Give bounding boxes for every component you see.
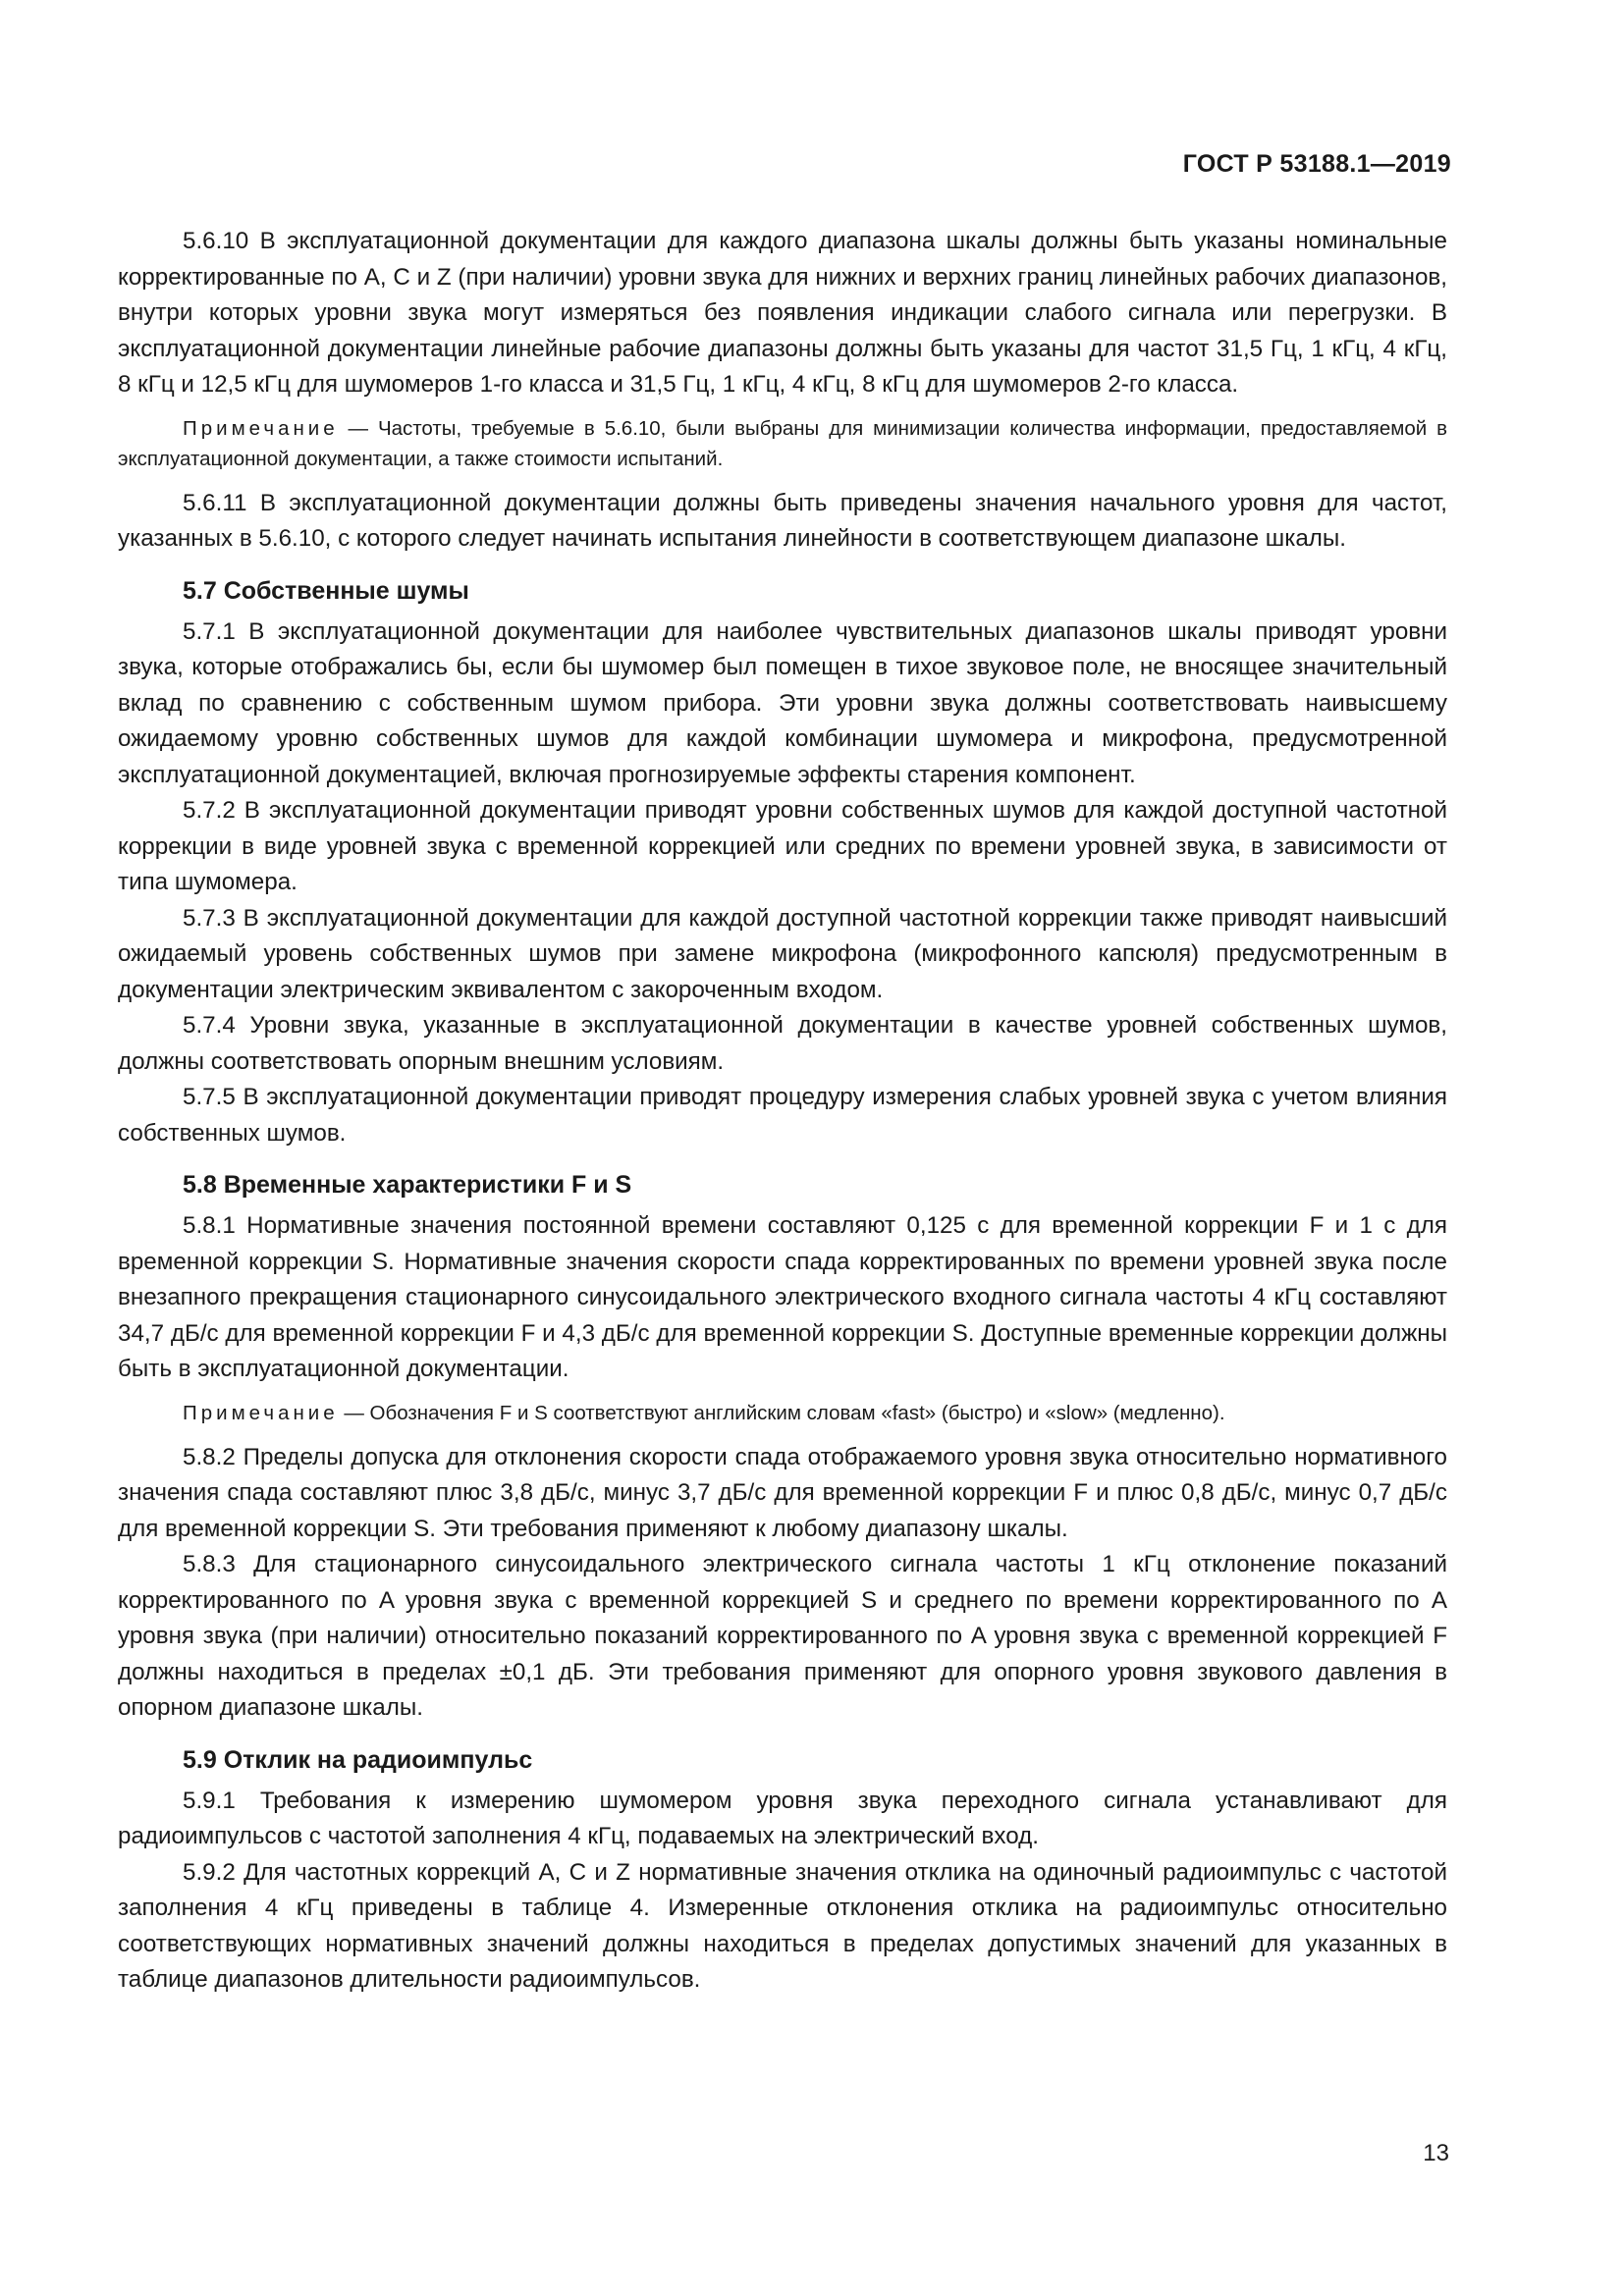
paragraph-5-7-2: 5.7.2 В эксплуатационной документации приводят уровни собственных шумов для каждой доступной частотной коррекции в виде уровней звука с временной коррекцией или средних по времени уровней звука, в зависимости от типа шумомера. [118,797,1447,895]
paragraph-5-9-1: 5.9.1 Требования к измерению шумомером уровня звука переходного сигнала устанавливают для радиоимпульсов с частотой заполнения 4 кГц, подаваемых на электрический вход. [118,1787,1447,1849]
paragraph-5-6-11: 5.6.11 В эксплуатационной документации должны быть приведены значения начального уровня для частот, указанных в 5.6.10, с которого следует начинать испытания линейности в соответствующем диапазоне шкалы. [118,489,1447,552]
note-text: — Обозначения F и S соответствуют английским словам «fast» (быстро) и «slow» (медленно). [338,1401,1225,1424]
section-heading-5-8: 5.8 Временные характеристики F и S [183,1171,632,1199]
paragraph-5-7-3: 5.7.3 В эксплуатационной документации для каждой доступной частотной коррекции также приводят наивысший ожидаемый уровень собственных шумов при замене микрофона (микрофонного капсюля) предусмотренным в документации электрическим эквивалентом с закороченным входом. [118,904,1447,1003]
paragraph-5-9-2: 5.9.2 Для частотных коррекций A, C и Z нормативные значения отклика на одиночный радиоимпульс с частотой заполнения 4 кГц приведены в таблице 4. Измеренные отклонения отклика на радиоимпульс относительно соответствующих нормативных значений должны находиться в пределах допустимых значений для указанных в таблице диапазонов длительности радиоимпульсов. [118,1858,1447,1993]
section-heading-5-7: 5.7 Собственные шумы [183,576,469,605]
paragraph-5-7-4: 5.7.4 Уровни звука, указанные в эксплуатационной документации в качестве уровней собственных шумов, должны соответствовать опорным внешним условиям. [118,1012,1447,1075]
note-5-6-10 [118,413,1447,474]
section-heading-5-9: 5.9 Отклик на радиоимпульс [183,1745,533,1774]
paragraph-5-7-5: 5.7.5 В эксплуатационной документации приводят процедуру измерения слабых уровней звука с учетом влияния собственных шумов. [118,1084,1447,1147]
note-label: Примечание [183,416,339,440]
paragraph-5-8-3: 5.8.3 Для стационарного синусоидального электрического сигнала частоты 1 кГц отклонение показаний корректированного по A уровня звука с временной коррекцией S и среднего по времени корректированного по A уровня звука (при наличии) относительно показаний корректированного по A уровня звука с временной коррекцией F должны находиться в пределах ±0,1 дБ. Эти требования применяют для опорного уровня звукового давления в опорном диапазоне шкалы. [118,1551,1447,1721]
document-id-header: ГОСТ Р 53188.1—2019 [1182,150,1451,178]
note-5-8 [118,1398,1447,1428]
paragraph-5-6-10: 5.6.10 В эксплуатационной документации для каждого диапазона шкалы должны быть указаны номинальные корректированные по A, C и Z (при наличии) уровни звука для нижних и верхних границ линейных рабочих диапазонов, внутри которых уровни звука могут измеряться без появления индикации слабого сигнала или перегрузки. В эксплуатационной документации линейные рабочие диапазоны должны быть указаны для частот 31,5 Гц, 1 кГц, 4 кГц, 8 кГц и 12,5 кГц для шумомеров 1-го класса и 31,5 Гц, 1 кГц, 4 кГц, 8 кГц для шумомеров 2-го класса. [118,228,1447,398]
paragraph-5-8-1: 5.8.1 Нормативные значения постоянной времени составляют 0,125 с для временной коррекции F и 1 с для временной коррекции S. Нормативные значения скорости спада корректированных по времени уровней звука после внезапного прекращения стационарного синусоидального электрического входного сигнала частоты 4 кГц составляют 34,7 дБ/с для временной коррекции F и 4,3 дБ/с для временной коррекции S. Доступные временные коррекции должны быть в эксплуатационной документации. [118,1212,1447,1382]
note-text: — Частоты, требуемые в 5.6.10, были выбраны для минимизации количества информации, предоставляемой в эксплуатационной документации, а также стоимости испытаний. [118,416,1447,470]
paragraph-5-8-2: 5.8.2 Пределы допуска для отклонения скорости спада отображаемого уровня звука относительно нормативного значения спада составляют плюс 3,8 дБ/с, минус 3,7 дБ/с для временной коррекции F и плюс 0,8 дБ/с, минус 0,7 дБ/с для временной коррекции S. Эти требования применяют к любому диапазону шкалы. [118,1443,1447,1542]
page-number: 13 [1423,2140,1449,2166]
document-body [118,224,1447,1999]
note-label: Примечание [183,1401,339,1424]
paragraph-5-7-1: 5.7.1 В эксплуатационной документации для наиболее чувствительных диапазонов шкалы приводят уровни звука, которые отображались бы, если бы шумомер был помещен в тихое звуковое поле, не вносящее значительный вклад по сравнению с собственным шумом прибора. Эти уровни звука должны соответствовать наивысшему ожидаемому уровню собственных шумов для каждой комбинации шумомера и микрофона, предусмотренной эксплуатационной документацией, включая прогнозируемые эффекты старения компонент. [118,617,1447,788]
